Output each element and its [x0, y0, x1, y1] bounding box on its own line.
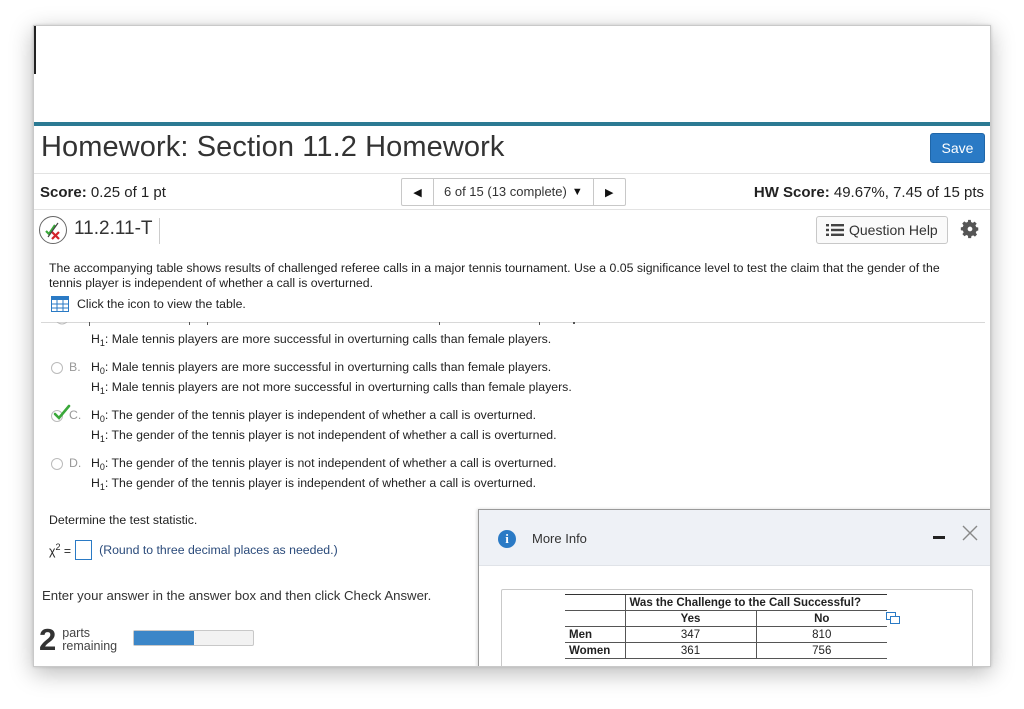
- column-header-no: No: [756, 611, 887, 627]
- parts-progress-bar: [133, 630, 254, 646]
- table-row: [565, 643, 887, 659]
- caret-down-icon: ▼: [571, 186, 583, 198]
- option-b-radio[interactable]: [51, 362, 63, 374]
- parts-label: parts remaining: [62, 625, 118, 653]
- save-button[interactable]: Save: [930, 133, 985, 163]
- option-b-h1: $H_1$: Male tennis players are not more successful in overturning calls than female players.: [91, 380, 572, 396]
- option-c-h0: $H_0$: The gender of the tennis player is independent of whether a call is overturned.: [91, 408, 537, 424]
- copy-table-icon[interactable]: [886, 612, 900, 624]
- rounding-hint: (Round to three decimal places as needed.): [99, 543, 338, 557]
- chi-square-symbol: $\chi^2$ =: [49, 541, 72, 559]
- question-selector[interactable]: [434, 179, 593, 205]
- progress-fill: [134, 631, 194, 645]
- hw-score-label: HW Score:: [753, 184, 830, 201]
- table-icon: [51, 296, 69, 312]
- cell-women-yes: 361: [625, 643, 756, 659]
- parts-remaining: [39, 624, 117, 655]
- question-id: 11.2.11-T: [74, 218, 160, 244]
- dialog-title: More Info: [532, 531, 587, 546]
- partial-credit-icon: [39, 216, 67, 244]
- hw-score-value: 49.67%, 7.45 of 15 pts: [833, 184, 984, 201]
- option-d-h1: $H_1$: The gender of the tennis player is independent of whether a call is overturned.: [91, 476, 537, 492]
- list-icon: [826, 223, 844, 237]
- view-table-link[interactable]: [51, 296, 246, 312]
- question-help-label: Question Help: [849, 222, 938, 238]
- table-header-spacer: [565, 611, 625, 627]
- cell-men-yes: 347: [625, 627, 756, 643]
- homework-window: [33, 25, 991, 667]
- minimize-button[interactable]: [933, 536, 945, 539]
- previous-question-button[interactable]: ◀: [402, 179, 434, 205]
- question-id-row: [34, 211, 991, 251]
- view-table-label: Click the icon to view the table.: [77, 297, 246, 311]
- question-score: [40, 184, 166, 201]
- page-title: Homework: Section 11.2 Homework: [41, 131, 505, 163]
- column-header-yes: Yes: [625, 611, 756, 627]
- option-d-h0: $H_0$: The gender of the tennis player is not independent of whether a call is overturned.: [91, 456, 557, 472]
- option-c-letter: C.: [69, 408, 82, 422]
- table-corner: [565, 595, 625, 611]
- table-title: Was the Challenge to the Call Successful?: [625, 595, 887, 611]
- cell-men-no: 810: [756, 627, 887, 643]
- score-label: Score:: [40, 184, 87, 201]
- row-label-women: Women: [565, 643, 625, 659]
- answer-instruction: Enter your answer in the answer box and then click Check Answer.: [42, 588, 432, 603]
- question-help-button[interactable]: [816, 216, 948, 244]
- option-b-h0: $H_0$: Male tennis players are more successful in overturning calls than female players.: [91, 360, 552, 376]
- row-label-men: Men: [565, 627, 625, 643]
- info-icon: i: [498, 530, 516, 548]
- close-icon[interactable]: [960, 523, 980, 543]
- data-table-panel: [501, 589, 973, 667]
- option-d-letter: D.: [69, 456, 82, 470]
- question-progress-label: 6 of 15 (13 complete): [444, 184, 567, 199]
- option-a-h1: $H_1$: Male tennis players are more successful in overturning calls than female players.: [91, 332, 552, 348]
- question-prompt: The accompanying table shows results of challenged referee calls in a major tennis tournament. Use a 0.05 significance level to test the claim that the gender of the tennis player is independent of whether a call is overturned.: [49, 261, 940, 290]
- next-question-button[interactable]: ▶: [593, 179, 625, 205]
- window-edge-bar: [34, 26, 36, 74]
- clipped-text-remnant: [49, 322, 594, 326]
- question-navigator: [401, 178, 626, 206]
- gear-icon[interactable]: [959, 218, 981, 240]
- determine-prompt: Determine the test statistic.: [49, 513, 198, 527]
- parts-count: 2: [39, 622, 57, 657]
- option-c-h1: $H_1$: The gender of the tennis player is not independent of whether a call is overturned.: [91, 428, 557, 444]
- option-b-letter: B.: [69, 360, 81, 374]
- more-info-dialog: [478, 509, 991, 667]
- option-d-radio[interactable]: [51, 458, 63, 470]
- referee-calls-table: [565, 594, 887, 659]
- dialog-header: [479, 510, 991, 566]
- score-value: 0.25 of 1 pt: [90, 184, 166, 201]
- correct-check-icon: [49, 404, 71, 422]
- test-statistic-input[interactable]: [75, 540, 92, 560]
- score-row: [34, 173, 991, 210]
- test-statistic-row: [49, 540, 338, 560]
- cell-women-no: 756: [756, 643, 887, 659]
- title-row: [34, 126, 991, 172]
- hw-score: [754, 184, 984, 201]
- table-row: [565, 627, 887, 643]
